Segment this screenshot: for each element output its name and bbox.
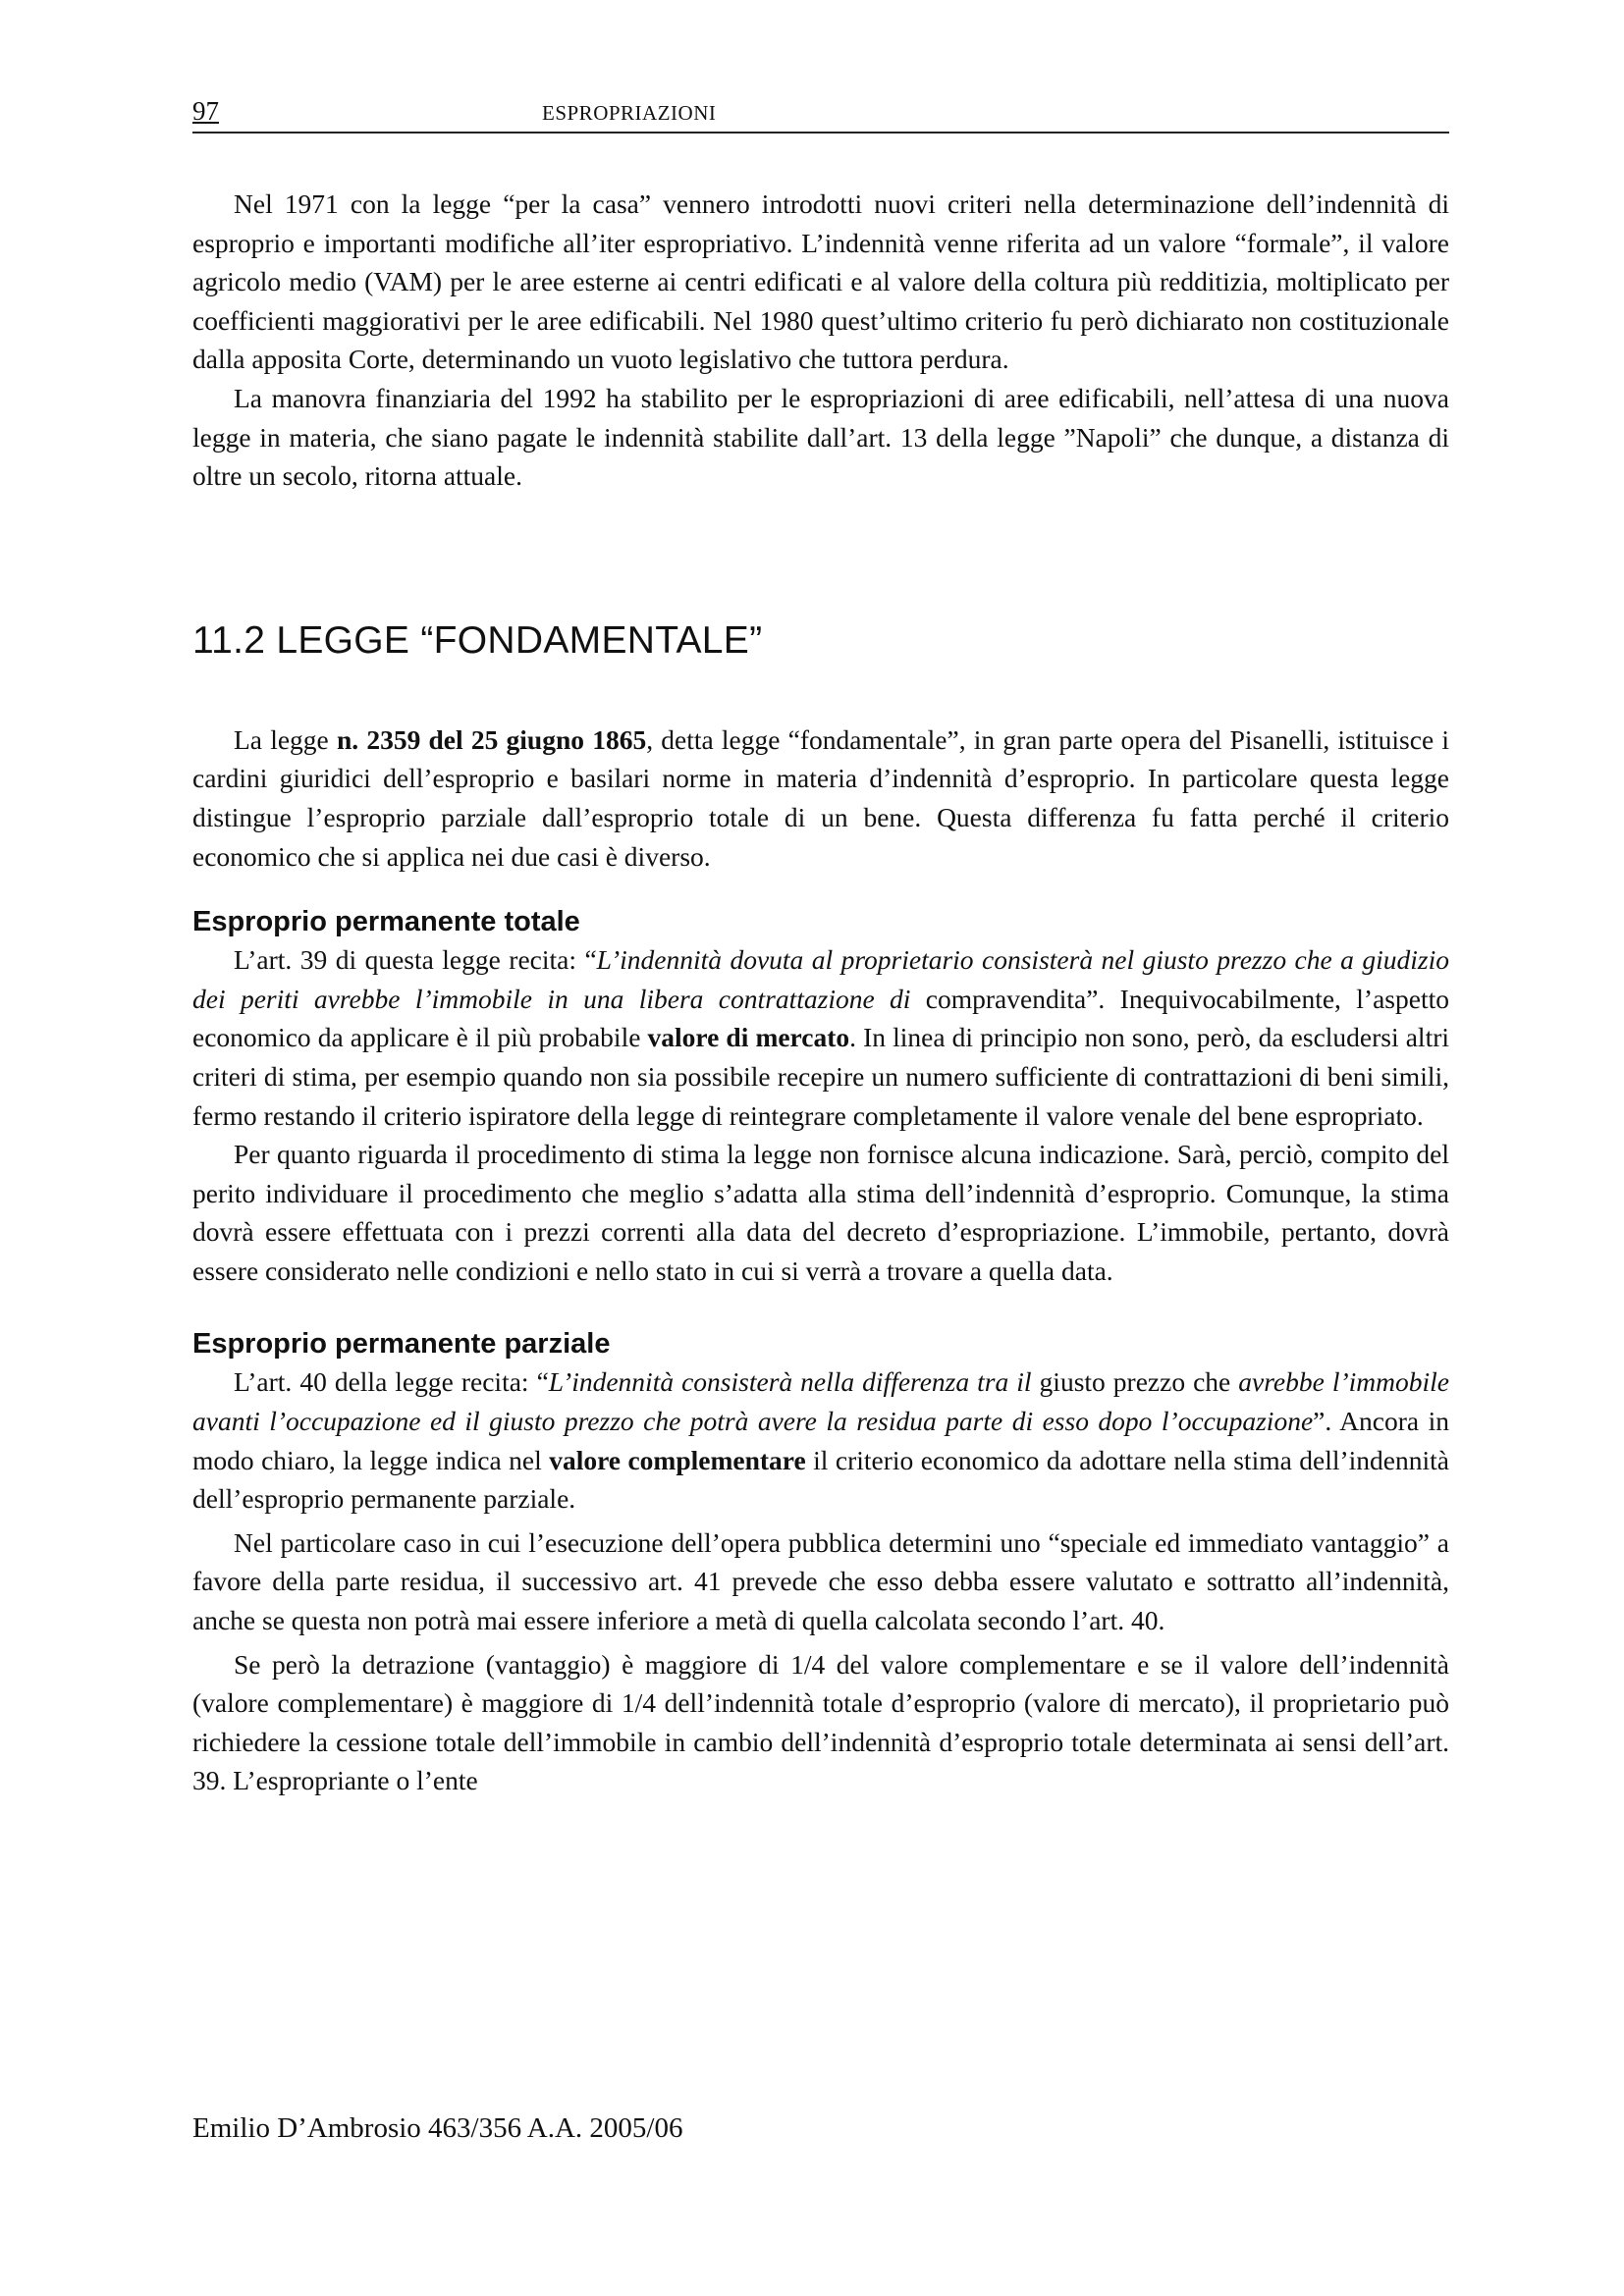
page-header (192, 94, 1449, 133)
totale-paragraph-1: L’art. 39 di questa legge recita: “L’indennità dovuta al proprietario consisterà nel giusto prezzo che a giudizio dei periti avrebbe l’immobile in una libera contrattazione di compravendita”. Inequivocabilmente, l’aspetto economico da applicare è il più probabile valore di mercato. In linea di principio non sono, però, da escludersi altri criteri di stima, per esempio quando non sia possibile recepire un numero sufficiente di contrattazioni di beni simili, fermo restando il criterio ispiratore della legge di reintegrare completamente il valore venale del bene espropriato. (192, 944, 1450, 1131)
intro-paragraph-1: Nel 1971 con la legge “per la casa” vennero introdotti nuovi criteri nella determinazione dell’indennità di esproprio e importanti modifiche all’iter espropriativo. L’indennità venne riferita ad un valore “formale”, il valore agricolo medio (VAM) per le aree esterne ai centri edificati e al valore della coltura più redditizia, moltiplicato per coefficienti maggiorativi per le aree edificabili. Nel 1980 quest’ultimo criterio fu però dichiarato non costituzionale dalla apposita Corte, determinando un vuoto legislativo che tuttora perdura. (192, 188, 1449, 375)
subheading-totale: Esproprio permanente totale (192, 906, 580, 938)
page-content (192, 185, 1449, 1800)
page-footer: Emilio D’Ambrosio 463/356 A.A. 2005/06 (192, 2112, 683, 2144)
keyword-valore-mercato: valore di mercato (647, 1022, 850, 1053)
parziale-paragraph-2: Nel particolare caso in cui l’esecuzione dell’opera pubblica determini uno “speciale ed immediato vantaggio” a favore della parte residua, il successivo art. 41 prevede che esso debba essere valutato e sottratto all’indennità, anche se questa non potrà mai essere inferiore a metà di quella calcolata secondo l’art. 40. (192, 1526, 1449, 1636)
totale-paragraph-2: Per quanto riguarda il procedimento di stima la legge non fornisce alcuna indicazione. Sarà, perciò, compito del perito individuare il procedimento che meglio s’adatta alla stima dell’indennità d’esproprio. Comunque, la stima dovrà essere effettuata con i prezzi correnti alla data del decreto d’espropriazione. L’immobile, pertanto, dovrà essere considerato nelle condizioni e nello stato in cui si verrà a trovare a quella data. (192, 1139, 1449, 1286)
law-reference: n. 2359 del 25 giugno 1865 (336, 723, 647, 755)
quote-art-40-part-2: avrebbe l’immobile avanti l’occupazione ed il giusto prezzo che potrà avere la residua parte di esso dopo l’occupazione (192, 1366, 1449, 1437)
parziale-paragraph-3: Se però la detrazione (vantaggio) è maggiore di 1/4 del valore complementare e se il valore dell’indennità (valore complementare) è maggiore di 1/4 dell’indennità totale d’esproprio (valore di mercato), il proprietario può richiedere la cessione totale dell’immobile in cambio dell’indennità d’esproprio totale determinata ai sensi dell’art. 39. L’espropriante o l’ente (192, 1648, 1449, 1796)
page-number: 97 (192, 96, 219, 126)
parziale-paragraph-1: L’art. 40 della legge recita: “L’indennità consisterà nella differenza tra il giusto prezzo che avrebbe l’immobile avanti l’occupazione ed il giusto prezzo che potrà avere la residua parte di esso dopo l’occupazione”. Ancora in modo chiaro, la legge indica nel valore complementare il criterio economico da adottare nella stima dell’indennità dell’esproprio permanente parziale. (192, 1366, 1449, 1515)
keyword-valore-complementare: valore complementare (549, 1444, 806, 1475)
quote-art-40-part-1: L’indennità consisterà nella differenza tra il (548, 1366, 1032, 1398)
quote-art-39: L’indennità dovuta al proprietario consisterà nel giusto prezzo che a giudizio dei periti avrebbe l’immobile in una libera contrattazione di (192, 944, 1449, 1014)
running-title: ESPROPRIAZIONI (542, 101, 717, 125)
section-paragraph-1: La legge n. 2359 del 25 giugno 1865, detta legge “fondamentale”, in gran parte opera del Pisanelli, istituisce i cardini giuridici dell’esproprio e basilari norme in materia d’indennità d’esproprio. In particolare questa legge distingue l’esproprio parziale dall’esproprio totale di un bene. Questa differenza fu fatta perché il criterio economico che si applica nei due casi è diverso. (192, 723, 1449, 872)
intro-paragraph-2: La manovra finanziaria del 1992 ha stabilito per le espropriazioni di aree edificabili, nell’attesa di una nuova legge in materia, che siano pagate le indennità stabilite dall’art. 13 della legge ”Napoli” che dunque, a distanza di oltre un secolo, ritorna attuale. (192, 382, 1449, 492)
subheading-parziale: Esproprio permanente parziale (192, 1328, 611, 1361)
section-title: 11.2 LEGGE “FONDAMENTALE” (192, 618, 763, 662)
